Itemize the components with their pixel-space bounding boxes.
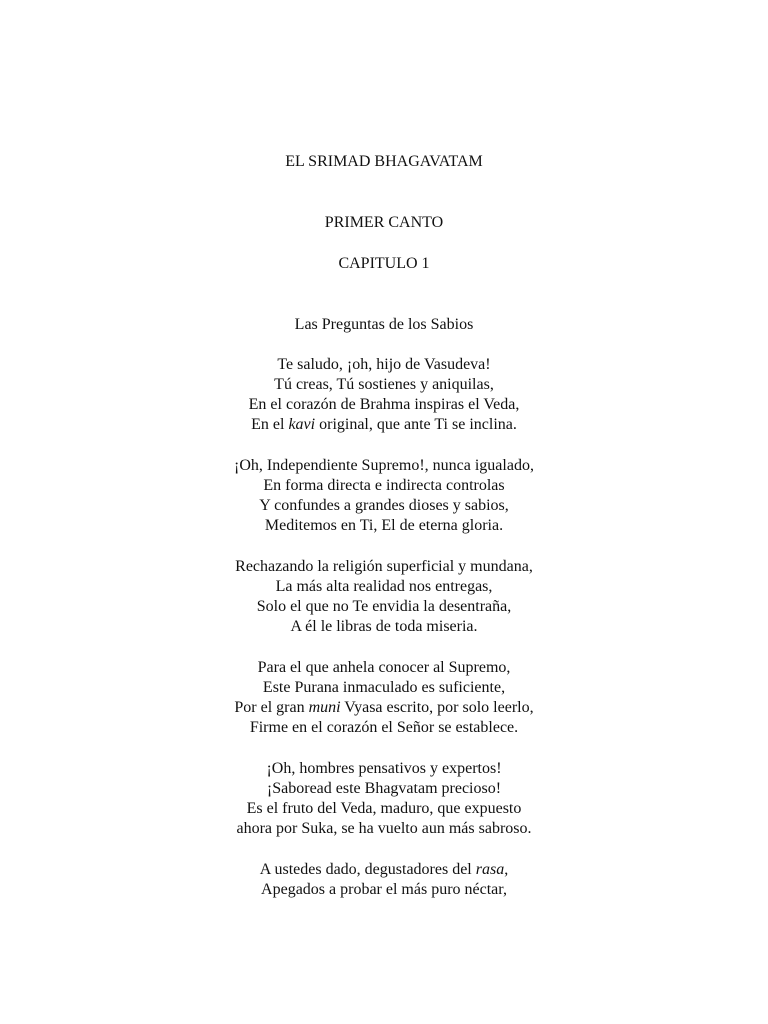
verse-line: ¡Oh, hombres pensativos y expertos! [266,760,502,777]
verse-line: Tú creas, Tú sostienes y aniquilas, [274,376,494,393]
verse-line [0,698,768,718]
verse-line: La más alta realidad nos entregas, [275,578,493,595]
verse-text: , [504,861,509,878]
italic-term: muni [308,699,341,716]
verse-line: En forma directa e indirecta controlas [263,477,505,494]
verse-line: ¡Oh, Independiente Supremo!, nunca igualado, [234,457,534,474]
verse-line [0,415,768,435]
verse-text: Vyasa escrito, por solo leerlo, [340,699,534,716]
verse-text: original, que ante Ti se inclina. [315,416,517,433]
verse-line: Solo el que no Te envidia la desentraña, [256,598,512,615]
verse-text: Por el gran [234,699,309,716]
verse-line [0,860,768,880]
verse-line: Rechazando la religión superficial y mundana, [235,558,533,575]
verse-line: Es el fruto del Veda, maduro, que expuesto [246,800,522,817]
verse-line: En el corazón de Brahma inspiras el Veda, [248,396,520,413]
chapter-title: Las Preguntas de los Sabios [294,316,474,333]
verse-text: A ustedes dado, degustadores del [259,861,476,878]
chapter-heading: CAPITULO 1 [338,255,430,272]
italic-term: rasa [475,861,505,878]
verse-text: En el [251,416,289,433]
verse-line: ahora por Suka, se ha vuelto aun más sabroso. [236,820,532,837]
verse-line: Meditemos en Ti, El de eterna gloria. [264,517,504,534]
verse-line: ¡Saboread este Bhagvatam precioso! [266,780,502,797]
verse-line: Apegados a probar el más puro néctar, [261,881,507,898]
verse-line: A él le libras de toda miseria. [290,618,478,635]
canto-heading: PRIMER CANTO [324,214,444,231]
verse-line: Firme en el corazón el Señor se establece. [249,719,519,736]
verse-line: Y confundes a grandes dioses y sabios, [259,497,509,514]
italic-term: kavi [288,416,316,433]
verse-line: Este Purana inmaculado es suficiente, [262,679,506,696]
document-title: EL SRIMAD BHAGAVATAM [285,153,483,170]
verse-line: Para el que anhela conocer al Supremo, [257,659,511,676]
verse-line: Te saludo, ¡oh, hijo de Vasudeva! [277,356,491,373]
